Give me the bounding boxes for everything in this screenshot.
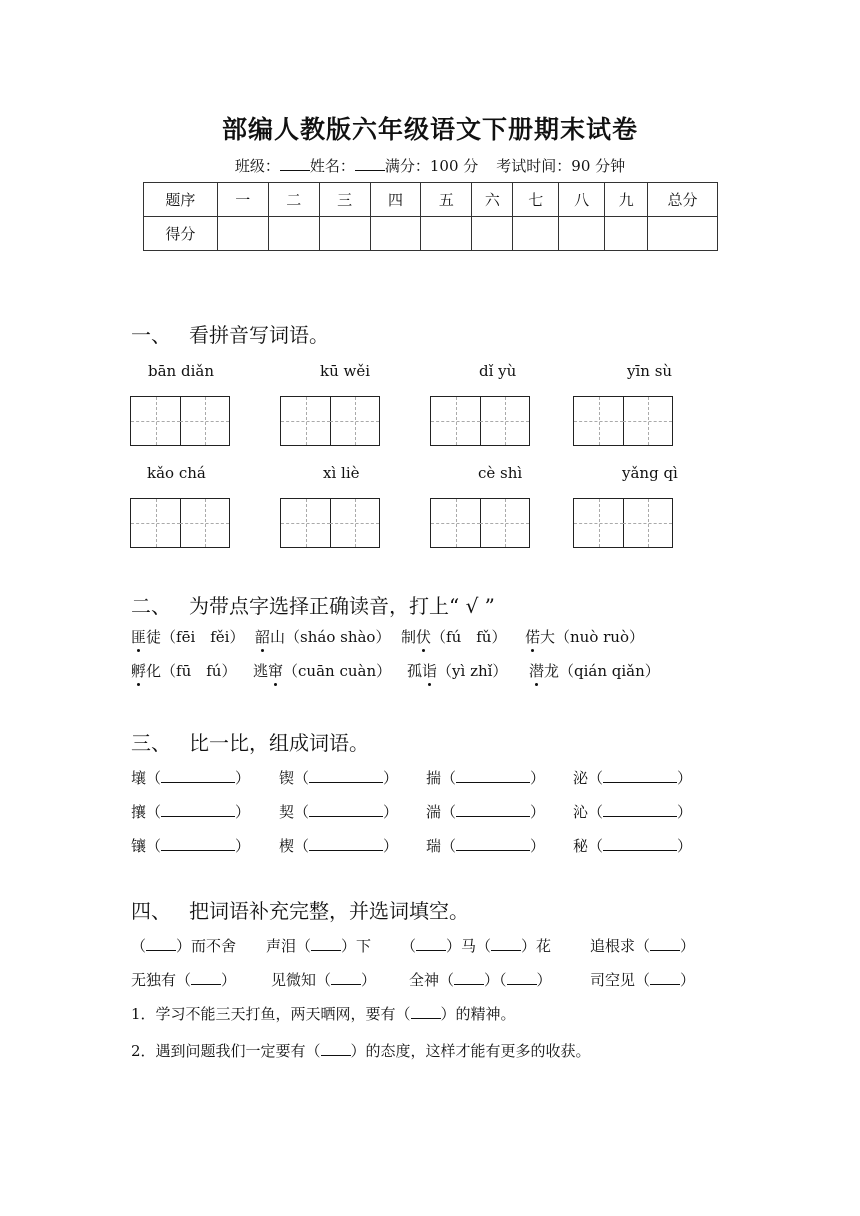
pinyin-label: yīn sù [627,362,673,380]
section-2-heading [131,590,495,619]
idiom-item[interactable]: 追根求（ ） [590,937,696,955]
score-header-cell: 三 [319,183,370,217]
section-title: 把词语补充完整，并选词填空。 [189,899,469,923]
score-cell[interactable] [559,217,605,251]
compare-item[interactable]: 秘（ ） [573,837,693,855]
score-cell[interactable] [421,217,472,251]
score-table [143,182,718,251]
writing-grid[interactable] [130,396,230,446]
score-header-cell: 九 [605,183,648,217]
compare-item[interactable]: 锲（ ） [279,769,399,787]
score-header-cell: 题序 [144,183,218,217]
score-cell[interactable] [605,217,648,251]
section-3-heading [131,727,369,756]
compare-item[interactable]: 镶（ ） [131,837,251,855]
compare-item[interactable]: 壤（ ） [131,769,251,787]
idiom-item[interactable]: 声泪（ ）下 [266,937,372,955]
class-blank[interactable] [280,156,310,171]
class-label: 班级： [234,157,280,175]
name-blank[interactable] [355,156,385,171]
score-row-label: 得分 [144,217,218,251]
pinyin-grid-area [0,362,860,562]
idiom-item[interactable]: 见微知（ ） [271,971,377,989]
pinyin-label: kū wěi [320,362,371,380]
section-title: 比一比，组成词语。 [189,731,369,755]
section-title: 为带点字选择正确读音，打上“ √ ” [189,594,495,618]
score-header-cell: 六 [472,183,513,217]
compare-item[interactable]: 楔（ ） [279,837,399,855]
pinyin-label: cè shì [478,464,523,482]
score-value-row [144,217,718,251]
writing-grid[interactable] [430,396,530,446]
fill-question-1[interactable]: 1．学习不能三天打鱼，两天晒网，要有（ ）的精神。 [131,1005,516,1023]
reading-line-1 [131,626,644,647]
pinyin-label: dǐ yù [479,362,517,380]
reading-item[interactable]: 韶山（sháo shào） [255,628,391,646]
reading-line-2 [131,660,660,681]
pinyin-label: yǎng qì [622,464,678,482]
score-cell[interactable] [648,217,718,251]
score-header-cell: 七 [513,183,559,217]
compare-item[interactable]: 湍（ ） [426,803,546,821]
writing-grid[interactable] [430,498,530,548]
reading-item[interactable]: 逃窜（cuān cuàn） [253,662,392,680]
score-cell[interactable] [217,217,268,251]
name-label: 姓名： [309,157,355,175]
idiom-item[interactable]: 全神（ ）（ ） [409,971,552,989]
writing-grid[interactable] [573,498,673,548]
reading-item[interactable]: 匪徒（fēi fěi） [131,628,245,646]
section-number: 二、 [131,594,171,618]
reading-item[interactable]: 孤诣（yì zhǐ） [407,662,508,680]
section-1-heading [131,319,329,348]
compare-item[interactable]: 契（ ） [279,803,399,821]
idiom-item[interactable]: 无独有（ ） [131,971,237,989]
score-header-cell: 二 [268,183,319,217]
page-title: 部编人教版六年级语文下册期末试卷 [221,115,638,144]
full-score: 满分：100 分 [384,157,479,175]
compare-item[interactable]: 攘（ ） [131,803,251,821]
pinyin-label: kǎo chá [147,464,206,482]
writing-grid[interactable] [130,498,230,548]
section-4-heading [131,895,469,924]
exam-info [0,155,860,176]
compare-item[interactable]: 泌（ ） [573,769,693,787]
score-cell[interactable] [513,217,559,251]
writing-grid[interactable] [280,498,380,548]
score-header-cell: 五 [421,183,472,217]
score-cell[interactable] [268,217,319,251]
reading-item[interactable]: 孵化（fū fú） [131,662,237,680]
score-cell[interactable] [472,217,513,251]
idiom-item[interactable]: （ ）马（ ）花 [401,937,552,955]
score-header-row [144,183,718,217]
writing-grid[interactable] [573,396,673,446]
pinyin-label: bān diǎn [148,362,214,380]
section-title: 看拼音写词语。 [189,323,329,347]
exam-time: 考试时间：90 分钟 [496,157,626,175]
idiom-item[interactable]: 司空见（ ） [590,971,696,989]
score-header-cell: 四 [370,183,421,217]
compare-item[interactable]: 揣（ ） [426,769,546,787]
section-number: 四、 [131,899,171,923]
score-header-cell: 一 [217,183,268,217]
score-cell[interactable] [319,217,370,251]
reading-item[interactable]: 偌大（nuò ruò） [525,628,644,646]
score-header-cell: 八 [559,183,605,217]
idiom-item[interactable]: （ ）而不舍 [131,937,237,955]
section-number: 一、 [131,323,171,347]
fill-question-2[interactable]: 2．遇到问题我们一定要有（ ）的态度，这样才能有更多的收获。 [131,1042,591,1060]
compare-item[interactable]: 沁（ ） [573,803,693,821]
reading-item[interactable]: 制伏（fú fǔ） [401,628,507,646]
score-header-cell: 总分 [648,183,718,217]
score-cell[interactable] [370,217,421,251]
pinyin-label: xì liè [323,464,360,482]
section-number: 三、 [131,731,171,755]
compare-item[interactable]: 瑞（ ） [426,837,546,855]
reading-item[interactable]: 潜龙（qián qiǎn） [529,662,660,680]
writing-grid[interactable] [280,396,380,446]
